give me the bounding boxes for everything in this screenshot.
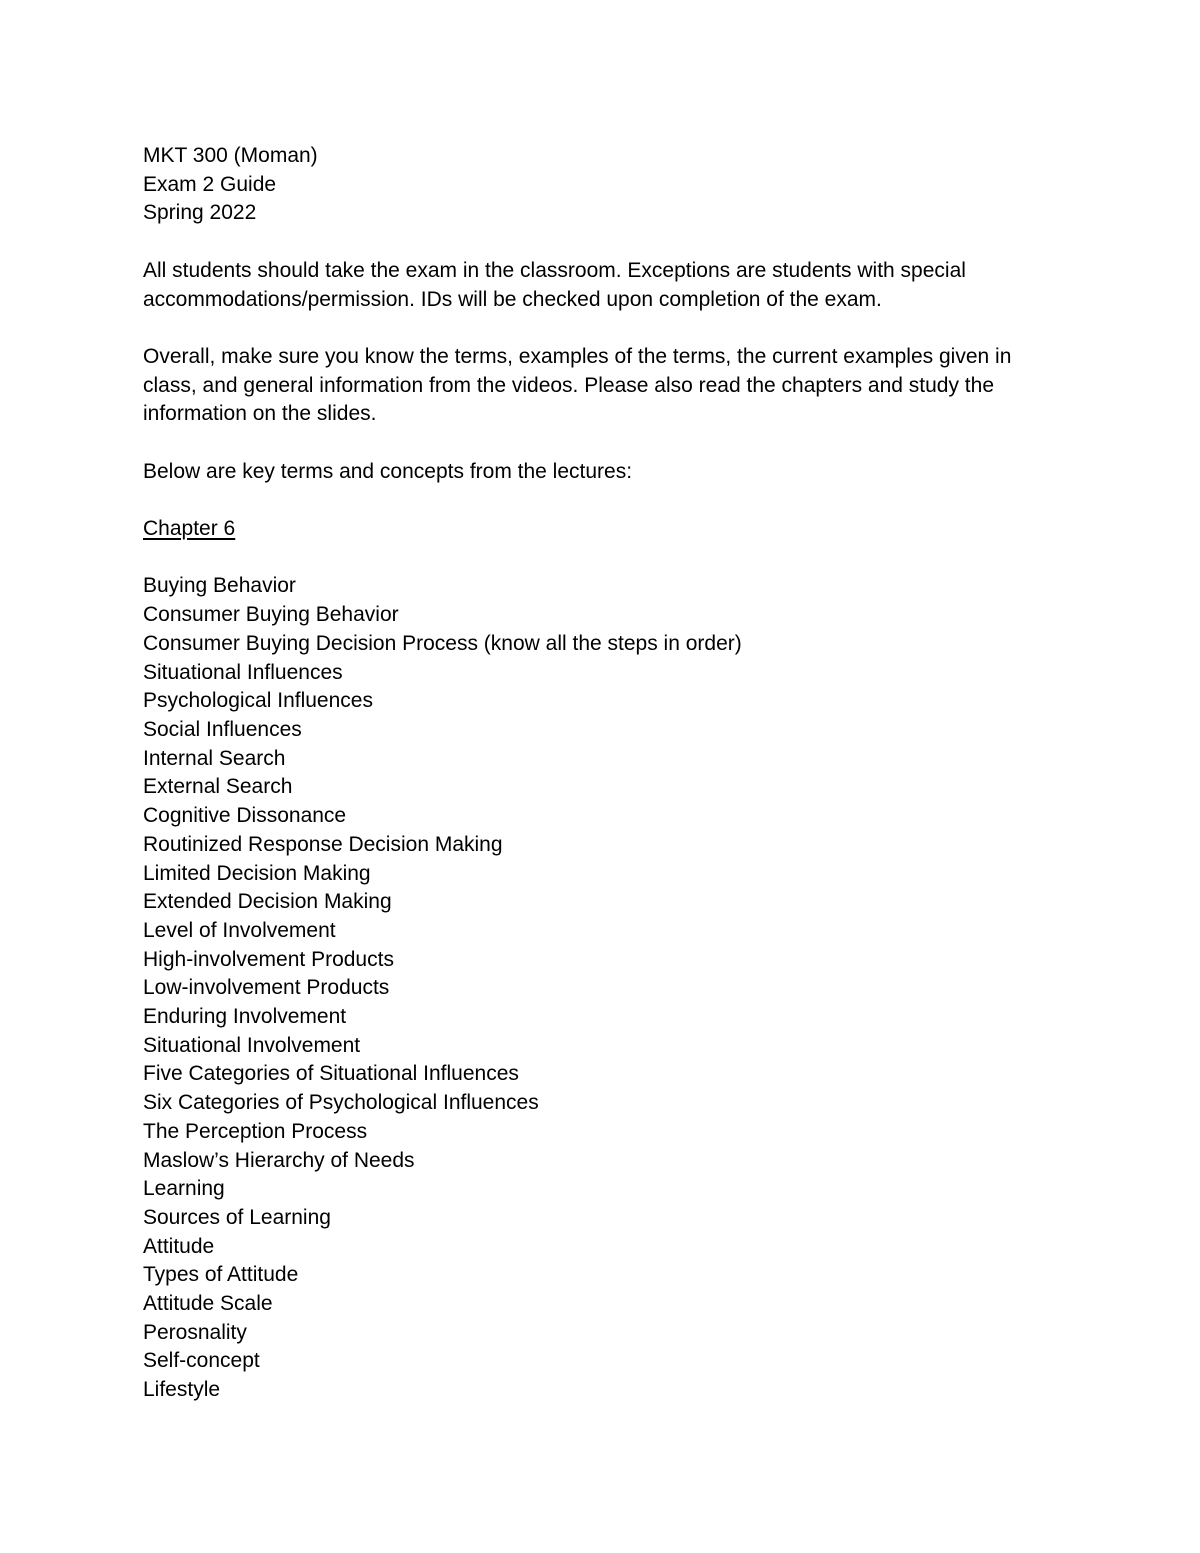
term-item: Maslow’s Hierarchy of Needs	[143, 1148, 415, 1172]
chapter-heading: Chapter 6	[143, 517, 236, 541]
term-item: Consumer Buying Behavior	[143, 603, 399, 627]
term-item: The Perception Process	[143, 1119, 368, 1143]
intro-line: Below are key terms and concepts from the lectures:	[143, 459, 633, 483]
term-item: Internal Search	[143, 746, 286, 770]
term-item: Lifestyle	[143, 1378, 221, 1402]
term-item: Six Categories of Psychological Influences	[143, 1091, 539, 1115]
term-item: Perosnality	[143, 1320, 247, 1344]
spacer	[143, 314, 1063, 343]
document-title: Exam 2 Guide	[143, 172, 277, 196]
term-item: High-involvement Products	[143, 947, 394, 971]
overall-paragraph: Overall, make sure you know the terms, examples of the terms, the current examples given in class, and general information from the videos. Please also read the chapters and study the information on the slides.	[143, 344, 1012, 426]
term-list	[143, 572, 1063, 1404]
spacer	[143, 429, 1063, 458]
term-item: Social Influences	[143, 717, 302, 741]
course-name: MKT 300 (Moman)	[143, 144, 318, 167]
term-item: Situational Influences	[143, 660, 343, 684]
term-item: Routinized Response Decision Making	[143, 832, 503, 856]
term-item: Psychological Influences	[143, 689, 373, 713]
term-item: Self-concept	[143, 1349, 260, 1373]
term-item: Five Categories of Situational Influences	[143, 1062, 519, 1086]
term-item: Limited Decision Making	[143, 861, 371, 885]
term-item: Cognitive Dissonance	[143, 804, 347, 828]
spacer	[143, 228, 1063, 257]
term-item: Consumer Buying Decision Process (know all the steps in order)	[143, 631, 742, 655]
spacer	[143, 544, 1063, 573]
term-item: Extended Decision Making	[143, 890, 392, 914]
term-label: Spring 2022	[143, 201, 257, 225]
exam-location-paragraph: All students should take the exam in the classroom. Exceptions are students with special accommodations/permission. IDs will be checked upon completion of the exam.	[143, 258, 966, 311]
term-item: Types of Attitude	[143, 1263, 299, 1287]
term-item: Buying Behavior	[143, 574, 296, 598]
document-page	[143, 142, 1063, 1405]
term-item: Sources of Learning	[143, 1205, 331, 1229]
document-header	[143, 142, 1063, 228]
term-item: Enduring Involvement	[143, 1005, 347, 1029]
term-item: Low-involvement Products	[143, 976, 390, 1000]
spacer	[143, 486, 1063, 515]
term-item: External Search	[143, 775, 293, 799]
term-item: Level of Involvement	[143, 918, 336, 942]
term-item: Attitude	[143, 1234, 215, 1258]
term-item: Attitude Scale	[143, 1292, 273, 1316]
term-item: Learning	[143, 1177, 225, 1201]
term-item: Situational Involvement	[143, 1033, 361, 1057]
